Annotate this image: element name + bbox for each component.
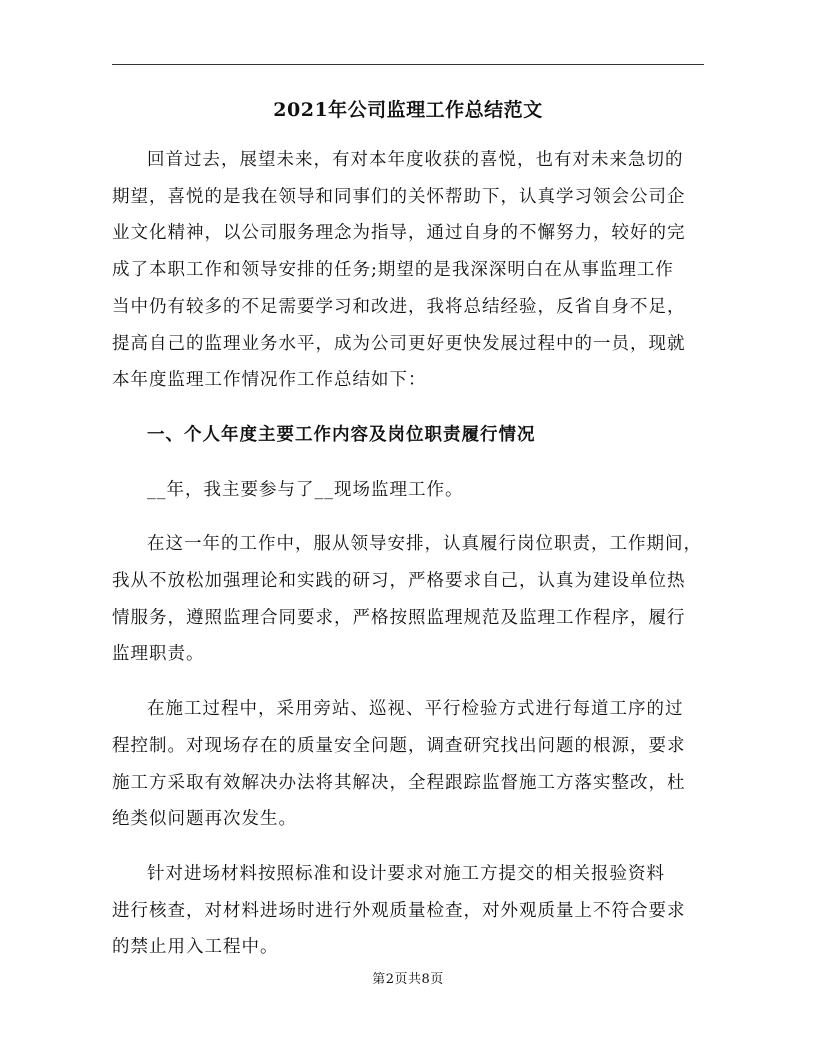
text-line: 情服务，遵照监理合同要求，严格按照监理规范及监理工作程序，履行 — [112, 607, 686, 628]
text-line: 当中仍有较多的不足需要学习和改进，我将总结经验，反省自身不足， — [112, 296, 686, 317]
document-body — [112, 142, 704, 966]
process-paragraph — [112, 691, 704, 838]
text-line: 针对进场材料按照标准和设计要求对施工方提交的相关报验资料 — [147, 863, 665, 884]
text-line: 的禁止用入工程中。 — [112, 937, 279, 958]
text-line: 成了本职工作和领导安排的任务;期望的是我深深明白在从事监理工作 — [112, 260, 674, 281]
intro-paragraph — [112, 142, 704, 399]
text-line: 在施工过程中，采用旁站、巡视、平行检验方式进行每道工序的过 — [147, 699, 684, 720]
material-paragraph — [112, 856, 704, 966]
text-line: __年，我主要参与了__现场监理工作。 — [147, 479, 464, 500]
text-line: 业文化精神，以公司服务理念为指导，通过自身的不懈努力，较好的完 — [112, 223, 686, 244]
text-line: 提高自己的监理业务水平，成为公司更好更快发展过程中的一员，现就 — [112, 333, 686, 354]
header-rule — [112, 64, 704, 65]
text-line: 我从不放松加强理论和实践的研习，严格要求自己，认真为建设单位热 — [112, 571, 686, 592]
page-number: 第2页共8页 — [372, 972, 444, 987]
duty-paragraph — [112, 526, 704, 673]
text-line: 施工方采取有效解决办法将其解决，全程跟踪监督施工方落实整改，杜 — [112, 772, 686, 793]
text-line: 本年度监理工作情况作工作总结如下： — [112, 370, 427, 391]
text-line: 程控制。对现场存在的质量安全问题，调查研究找出问题的根源，要求 — [112, 735, 686, 756]
text-line: 回首过去，展望未来，有对本年度收获的喜悦，也有对未来急切的 — [147, 150, 684, 170]
year-paragraph — [112, 472, 704, 509]
section-heading: 一、个人年度主要工作内容及岗位职责履行情况 — [147, 424, 536, 445]
text-line: 进行核查，对材料进场时进行外观质量检查，对外观质量上不符合要求 — [112, 900, 686, 921]
document-title: 2021年公司监理工作总结范文 — [273, 99, 543, 121]
text-line: 在这一年的工作中，服从领导安排，认真履行岗位职责，工作期间， — [147, 534, 702, 555]
text-line: 期望，喜悦的是我在领导和同事们的关怀帮助下，认真学习领会公司企 — [112, 186, 686, 207]
text-line: 绝类似问题再次发生。 — [112, 809, 297, 830]
text-line: 监理职责。 — [112, 644, 205, 665]
